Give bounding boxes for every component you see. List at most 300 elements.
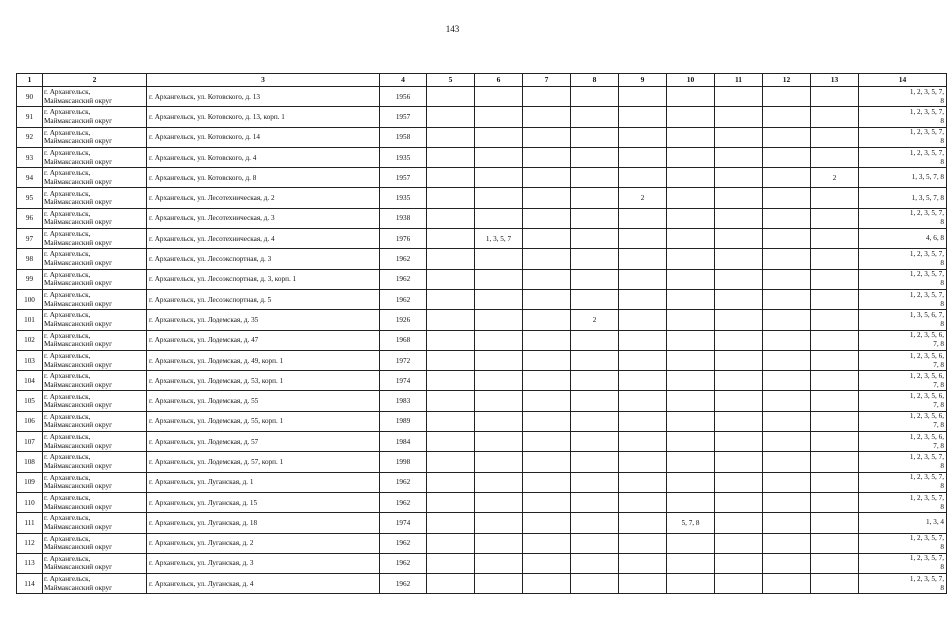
row-number-cell: 90 bbox=[17, 87, 43, 107]
col-13-cell bbox=[811, 391, 859, 411]
col-6-cell bbox=[475, 147, 523, 167]
col-11-cell bbox=[715, 574, 763, 594]
header-cell: 9 bbox=[619, 74, 667, 87]
col-7-cell bbox=[523, 147, 571, 167]
header-cell: 7 bbox=[523, 74, 571, 87]
col-8-cell: 2 bbox=[571, 310, 619, 330]
col-13-cell bbox=[811, 553, 859, 573]
col-10-cell bbox=[667, 330, 715, 350]
row-number-cell: 110 bbox=[17, 492, 43, 512]
col-10-cell bbox=[667, 87, 715, 107]
district-cell: г. Архангельск, Маймаксанский округ bbox=[43, 188, 147, 208]
district-cell: г. Архангельск, Маймаксанский округ bbox=[43, 249, 147, 269]
col-5-cell bbox=[427, 411, 475, 431]
address-cell: г. Архангельск, ул. Лодемская, д. 57 bbox=[147, 432, 380, 452]
address-cell: г. Архангельск, ул. Лесотехническая, д. 2 bbox=[147, 188, 380, 208]
col-7-cell bbox=[523, 310, 571, 330]
col-11-cell bbox=[715, 330, 763, 350]
table-row bbox=[17, 249, 947, 269]
col-10-cell bbox=[667, 147, 715, 167]
col-9-cell bbox=[619, 391, 667, 411]
address-cell: г. Архангельск, ул. Лесоэкспортная, д. 3, корп. 1 bbox=[147, 269, 380, 289]
col-14-cell: 1, 3, 5, 6, 7, 8 bbox=[859, 310, 947, 330]
col-13-cell bbox=[811, 432, 859, 452]
col-6-cell bbox=[475, 188, 523, 208]
col-12-cell bbox=[763, 269, 811, 289]
row-number-cell: 98 bbox=[17, 249, 43, 269]
col-12-cell bbox=[763, 553, 811, 573]
col-13-cell bbox=[811, 87, 859, 107]
col-11-cell bbox=[715, 87, 763, 107]
district-cell: г. Архангельск, Маймаксанский округ bbox=[43, 391, 147, 411]
col-6-cell bbox=[475, 249, 523, 269]
col-8-cell bbox=[571, 574, 619, 594]
row-number-cell: 94 bbox=[17, 168, 43, 188]
col-13-cell bbox=[811, 249, 859, 269]
col-14-cell: 1, 2, 3, 5, 6, 7, 8 bbox=[859, 391, 947, 411]
district-cell: г. Архангельск, Маймаксанский округ bbox=[43, 553, 147, 573]
row-number-cell: 105 bbox=[17, 391, 43, 411]
col-8-cell bbox=[571, 127, 619, 147]
col-7-cell bbox=[523, 492, 571, 512]
col-11-cell bbox=[715, 208, 763, 228]
address-cell: г. Архангельск, ул. Котовского, д. 13 bbox=[147, 87, 380, 107]
col-12-cell bbox=[763, 472, 811, 492]
col-8-cell bbox=[571, 533, 619, 553]
col-11-cell bbox=[715, 269, 763, 289]
row-number-cell: 97 bbox=[17, 229, 43, 249]
district-cell: г. Архангельск, Маймаксанский округ bbox=[43, 574, 147, 594]
address-cell: г. Архангельск, ул. Луганская, д. 2 bbox=[147, 533, 380, 553]
col-8-cell bbox=[571, 553, 619, 573]
district-cell: г. Архангельск, Маймаксанский округ bbox=[43, 147, 147, 167]
col-5-cell bbox=[427, 310, 475, 330]
district-cell: г. Архангельск, Маймаксанский округ bbox=[43, 513, 147, 533]
col-10-cell bbox=[667, 168, 715, 188]
col-14-cell: 1, 2, 3, 5, 7, 8 bbox=[859, 452, 947, 472]
col-12-cell bbox=[763, 411, 811, 431]
col-7-cell bbox=[523, 513, 571, 533]
address-cell: г. Архангельск, ул. Лодемская, д. 55 bbox=[147, 391, 380, 411]
col-8-cell bbox=[571, 147, 619, 167]
col-5-cell bbox=[427, 371, 475, 391]
address-cell: г. Архангельск, ул. Лесотехническая, д. 4 bbox=[147, 229, 380, 249]
col-9-cell bbox=[619, 168, 667, 188]
table-row bbox=[17, 411, 947, 431]
col-7-cell bbox=[523, 127, 571, 147]
col-13-cell bbox=[811, 269, 859, 289]
col-7-cell bbox=[523, 269, 571, 289]
district-cell: г. Архангельск, Маймаксанский округ bbox=[43, 371, 147, 391]
col-14-cell: 1, 2, 3, 5, 7, 8 bbox=[859, 208, 947, 228]
col-5-cell bbox=[427, 432, 475, 452]
col-5-cell bbox=[427, 249, 475, 269]
col-6-cell bbox=[475, 208, 523, 228]
col-14-cell: 1, 2, 3, 5, 6, 7, 8 bbox=[859, 350, 947, 370]
year-cell: 1962 bbox=[380, 492, 427, 512]
header-cell: 12 bbox=[763, 74, 811, 87]
col-14-cell: 1, 2, 3, 5, 6, 7, 8 bbox=[859, 330, 947, 350]
col-10-cell bbox=[667, 208, 715, 228]
col-6-cell bbox=[475, 513, 523, 533]
col-9-cell bbox=[619, 574, 667, 594]
row-number-cell: 114 bbox=[17, 574, 43, 594]
district-cell: г. Архангельск, Маймаксанский округ bbox=[43, 452, 147, 472]
col-9-cell bbox=[619, 127, 667, 147]
address-cell: г. Архангельск, ул. Луганская, д. 1 bbox=[147, 472, 380, 492]
col-13-cell bbox=[811, 289, 859, 309]
col-14-cell: 1, 2, 3, 5, 7, 8 bbox=[859, 107, 947, 127]
district-cell: г. Архангельск, Маймаксанский округ bbox=[43, 472, 147, 492]
col-9-cell bbox=[619, 411, 667, 431]
col-7-cell bbox=[523, 229, 571, 249]
district-cell: г. Архангельск, Маймаксанский округ bbox=[43, 350, 147, 370]
row-number-cell: 100 bbox=[17, 289, 43, 309]
year-cell: 1972 bbox=[380, 350, 427, 370]
address-cell: г. Архангельск, ул. Котовского, д. 8 bbox=[147, 168, 380, 188]
year-cell: 1962 bbox=[380, 533, 427, 553]
col-12-cell bbox=[763, 513, 811, 533]
col-14-cell: 1, 2, 3, 5, 7, 8 bbox=[859, 574, 947, 594]
col-9-cell bbox=[619, 371, 667, 391]
col-9-cell bbox=[619, 492, 667, 512]
col-13-cell bbox=[811, 107, 859, 127]
col-14-cell: 1, 2, 3, 5, 7, 8 bbox=[859, 289, 947, 309]
row-number-cell: 113 bbox=[17, 553, 43, 573]
col-7-cell bbox=[523, 472, 571, 492]
col-8-cell bbox=[571, 472, 619, 492]
address-cell: г. Архангельск, ул. Лодемская, д. 47 bbox=[147, 330, 380, 350]
col-14-cell: 1, 2, 3, 5, 6, 7, 8 bbox=[859, 432, 947, 452]
col-7-cell bbox=[523, 574, 571, 594]
address-cell: г. Архангельск, ул. Лодемская, д. 57, корп. 1 bbox=[147, 452, 380, 472]
year-cell: 1926 bbox=[380, 310, 427, 330]
col-9-cell bbox=[619, 289, 667, 309]
col-7-cell bbox=[523, 411, 571, 431]
col-9-cell bbox=[619, 147, 667, 167]
year-cell: 1957 bbox=[380, 168, 427, 188]
col-7-cell bbox=[523, 371, 571, 391]
year-cell: 1962 bbox=[380, 472, 427, 492]
col-14-cell: 4, 6, 8 bbox=[859, 229, 947, 249]
col-13-cell bbox=[811, 574, 859, 594]
table-body bbox=[17, 87, 947, 594]
col-7-cell bbox=[523, 533, 571, 553]
table-row bbox=[17, 310, 947, 330]
col-5-cell bbox=[427, 553, 475, 573]
col-12-cell bbox=[763, 574, 811, 594]
col-11-cell bbox=[715, 391, 763, 411]
col-9-cell bbox=[619, 330, 667, 350]
row-number-cell: 106 bbox=[17, 411, 43, 431]
table-row bbox=[17, 168, 947, 188]
col-5-cell bbox=[427, 208, 475, 228]
header-cell: 8 bbox=[571, 74, 619, 87]
col-10-cell bbox=[667, 269, 715, 289]
district-cell: г. Архангельск, Маймаксанский округ bbox=[43, 289, 147, 309]
header-cell: 4 bbox=[380, 74, 427, 87]
col-6-cell bbox=[475, 350, 523, 370]
col-10-cell bbox=[667, 371, 715, 391]
col-10-cell bbox=[667, 229, 715, 249]
header-cell: 6 bbox=[475, 74, 523, 87]
address-cell: г. Архангельск, ул. Котовского, д. 13, корп. 1 bbox=[147, 107, 380, 127]
row-number-cell: 103 bbox=[17, 350, 43, 370]
table-row bbox=[17, 432, 947, 452]
col-12-cell bbox=[763, 432, 811, 452]
table-row bbox=[17, 87, 947, 107]
col-12-cell bbox=[763, 188, 811, 208]
col-9-cell bbox=[619, 432, 667, 452]
year-cell: 1962 bbox=[380, 289, 427, 309]
col-9-cell bbox=[619, 208, 667, 228]
table-row bbox=[17, 371, 947, 391]
col-6-cell bbox=[475, 289, 523, 309]
col-7-cell bbox=[523, 249, 571, 269]
col-10-cell bbox=[667, 391, 715, 411]
col-9-cell bbox=[619, 229, 667, 249]
table-row bbox=[17, 350, 947, 370]
district-cell: г. Архангельск, Маймаксанский округ bbox=[43, 208, 147, 228]
col-14-cell: 1, 2, 3, 5, 7, 8 bbox=[859, 472, 947, 492]
col-13-cell bbox=[811, 371, 859, 391]
col-10-cell bbox=[667, 553, 715, 573]
col-6-cell bbox=[475, 411, 523, 431]
col-11-cell bbox=[715, 168, 763, 188]
col-6-cell bbox=[475, 310, 523, 330]
col-14-cell: 1, 3, 5, 7, 8 bbox=[859, 168, 947, 188]
col-12-cell bbox=[763, 492, 811, 512]
col-8-cell bbox=[571, 168, 619, 188]
table-row bbox=[17, 492, 947, 512]
table-row bbox=[17, 107, 947, 127]
col-6-cell bbox=[475, 371, 523, 391]
row-number-cell: 108 bbox=[17, 452, 43, 472]
col-5-cell bbox=[427, 289, 475, 309]
col-7-cell bbox=[523, 87, 571, 107]
year-cell: 1968 bbox=[380, 330, 427, 350]
col-12-cell bbox=[763, 533, 811, 553]
table-row bbox=[17, 127, 947, 147]
district-cell: г. Архангельск, Маймаксанский округ bbox=[43, 432, 147, 452]
col-9-cell: 2 bbox=[619, 188, 667, 208]
col-11-cell bbox=[715, 492, 763, 512]
col-8-cell bbox=[571, 371, 619, 391]
col-5-cell bbox=[427, 533, 475, 553]
year-cell: 1935 bbox=[380, 147, 427, 167]
col-13-cell bbox=[811, 208, 859, 228]
col-9-cell bbox=[619, 350, 667, 370]
col-13-cell bbox=[811, 533, 859, 553]
col-5-cell bbox=[427, 452, 475, 472]
col-7-cell bbox=[523, 208, 571, 228]
col-7-cell bbox=[523, 350, 571, 370]
header-row bbox=[17, 74, 947, 87]
col-9-cell bbox=[619, 310, 667, 330]
col-8-cell bbox=[571, 513, 619, 533]
col-8-cell bbox=[571, 411, 619, 431]
col-5-cell bbox=[427, 574, 475, 594]
col-5-cell bbox=[427, 513, 475, 533]
header-cell: 3 bbox=[147, 74, 380, 87]
row-number-cell: 107 bbox=[17, 432, 43, 452]
year-cell: 1984 bbox=[380, 432, 427, 452]
header-cell: 10 bbox=[667, 74, 715, 87]
year-cell: 1956 bbox=[380, 87, 427, 107]
header-cell: 14 bbox=[859, 74, 947, 87]
district-cell: г. Архангельск, Маймаксанский округ bbox=[43, 127, 147, 147]
col-10-cell bbox=[667, 249, 715, 269]
col-6-cell bbox=[475, 168, 523, 188]
address-cell: г. Архангельск, ул. Лесоэкспортная, д. 5 bbox=[147, 289, 380, 309]
col-14-cell: 1, 2, 3, 5, 7, 8 bbox=[859, 533, 947, 553]
col-12-cell bbox=[763, 168, 811, 188]
row-number-cell: 93 bbox=[17, 147, 43, 167]
col-6-cell bbox=[475, 574, 523, 594]
col-12-cell bbox=[763, 371, 811, 391]
year-cell: 1983 bbox=[380, 391, 427, 411]
col-9-cell bbox=[619, 472, 667, 492]
row-number-cell: 95 bbox=[17, 188, 43, 208]
col-13-cell bbox=[811, 492, 859, 512]
col-10-cell bbox=[667, 127, 715, 147]
col-8-cell bbox=[571, 269, 619, 289]
col-13-cell bbox=[811, 452, 859, 472]
row-number-cell: 111 bbox=[17, 513, 43, 533]
col-9-cell bbox=[619, 107, 667, 127]
col-12-cell bbox=[763, 350, 811, 370]
table-row bbox=[17, 147, 947, 167]
col-9-cell bbox=[619, 452, 667, 472]
row-number-cell: 102 bbox=[17, 330, 43, 350]
col-11-cell bbox=[715, 188, 763, 208]
table-row bbox=[17, 553, 947, 573]
col-13-cell: 2 bbox=[811, 168, 859, 188]
col-10-cell bbox=[667, 289, 715, 309]
district-cell: г. Архангельск, Маймаксанский округ bbox=[43, 229, 147, 249]
col-9-cell bbox=[619, 269, 667, 289]
table-row bbox=[17, 574, 947, 594]
col-6-cell bbox=[475, 492, 523, 512]
col-12-cell bbox=[763, 452, 811, 472]
col-12-cell bbox=[763, 330, 811, 350]
col-12-cell bbox=[763, 310, 811, 330]
col-6-cell bbox=[475, 127, 523, 147]
col-14-cell: 1, 2, 3, 5, 7, 8 bbox=[859, 127, 947, 147]
col-6-cell bbox=[475, 330, 523, 350]
col-12-cell bbox=[763, 289, 811, 309]
address-cell: г. Архангельск, ул. Лодемская, д. 55, корп. 1 bbox=[147, 411, 380, 431]
col-11-cell bbox=[715, 107, 763, 127]
address-cell: г. Архангельск, ул. Луганская, д. 15 bbox=[147, 492, 380, 512]
col-13-cell bbox=[811, 350, 859, 370]
col-9-cell bbox=[619, 249, 667, 269]
col-7-cell bbox=[523, 188, 571, 208]
district-cell: г. Архангельск, Маймаксанский округ bbox=[43, 87, 147, 107]
col-10-cell: 5, 7, 8 bbox=[667, 513, 715, 533]
table-row bbox=[17, 269, 947, 289]
col-8-cell bbox=[571, 391, 619, 411]
year-cell: 1938 bbox=[380, 208, 427, 228]
table-row bbox=[17, 391, 947, 411]
col-7-cell bbox=[523, 289, 571, 309]
header-cell: 11 bbox=[715, 74, 763, 87]
col-5-cell bbox=[427, 229, 475, 249]
header-cell: 1 bbox=[17, 74, 43, 87]
district-cell: г. Архангельск, Маймаксанский округ bbox=[43, 533, 147, 553]
col-10-cell bbox=[667, 310, 715, 330]
col-10-cell bbox=[667, 452, 715, 472]
col-6-cell bbox=[475, 87, 523, 107]
col-10-cell bbox=[667, 107, 715, 127]
col-9-cell bbox=[619, 553, 667, 573]
col-12-cell bbox=[763, 229, 811, 249]
district-cell: г. Архангельск, Маймаксанский округ bbox=[43, 310, 147, 330]
col-7-cell bbox=[523, 107, 571, 127]
year-cell: 1998 bbox=[380, 452, 427, 472]
address-cell: г. Архангельск, ул. Лодемская, д. 53, корп. 1 bbox=[147, 371, 380, 391]
col-7-cell bbox=[523, 553, 571, 573]
col-13-cell bbox=[811, 127, 859, 147]
col-6-cell bbox=[475, 107, 523, 127]
col-8-cell bbox=[571, 350, 619, 370]
col-12-cell bbox=[763, 391, 811, 411]
col-5-cell bbox=[427, 147, 475, 167]
year-cell: 1989 bbox=[380, 411, 427, 431]
col-11-cell bbox=[715, 472, 763, 492]
col-11-cell bbox=[715, 533, 763, 553]
row-number-cell: 91 bbox=[17, 107, 43, 127]
address-cell: г. Архангельск, ул. Лодемская, д. 49, корп. 1 bbox=[147, 350, 380, 370]
col-5-cell bbox=[427, 188, 475, 208]
district-cell: г. Архангельск, Маймаксанский округ bbox=[43, 269, 147, 289]
col-8-cell bbox=[571, 229, 619, 249]
col-14-cell: 1, 2, 3, 5, 7, 8 bbox=[859, 147, 947, 167]
address-cell: г. Архангельск, ул. Котовского, д. 14 bbox=[147, 127, 380, 147]
row-number-cell: 92 bbox=[17, 127, 43, 147]
year-cell: 1962 bbox=[380, 269, 427, 289]
col-7-cell bbox=[523, 391, 571, 411]
col-9-cell bbox=[619, 87, 667, 107]
col-13-cell bbox=[811, 310, 859, 330]
year-cell: 1976 bbox=[380, 229, 427, 249]
col-9-cell bbox=[619, 533, 667, 553]
col-11-cell bbox=[715, 310, 763, 330]
address-cell: г. Архангельск, ул. Луганская, д. 4 bbox=[147, 574, 380, 594]
col-10-cell bbox=[667, 411, 715, 431]
col-12-cell bbox=[763, 208, 811, 228]
table-row bbox=[17, 513, 947, 533]
header-cell: 2 bbox=[43, 74, 147, 87]
col-7-cell bbox=[523, 452, 571, 472]
row-number-cell: 96 bbox=[17, 208, 43, 228]
col-12-cell bbox=[763, 147, 811, 167]
table-row bbox=[17, 330, 947, 350]
col-6-cell bbox=[475, 432, 523, 452]
col-13-cell bbox=[811, 513, 859, 533]
year-cell: 1974 bbox=[380, 371, 427, 391]
header-cell: 5 bbox=[427, 74, 475, 87]
col-8-cell bbox=[571, 87, 619, 107]
col-14-cell: 1, 2, 3, 5, 6, 7, 8 bbox=[859, 411, 947, 431]
col-7-cell bbox=[523, 330, 571, 350]
col-5-cell bbox=[427, 127, 475, 147]
col-6-cell: 1, 3, 5, 7 bbox=[475, 229, 523, 249]
col-8-cell bbox=[571, 492, 619, 512]
col-5-cell bbox=[427, 391, 475, 411]
col-7-cell bbox=[523, 168, 571, 188]
table-row bbox=[17, 188, 947, 208]
